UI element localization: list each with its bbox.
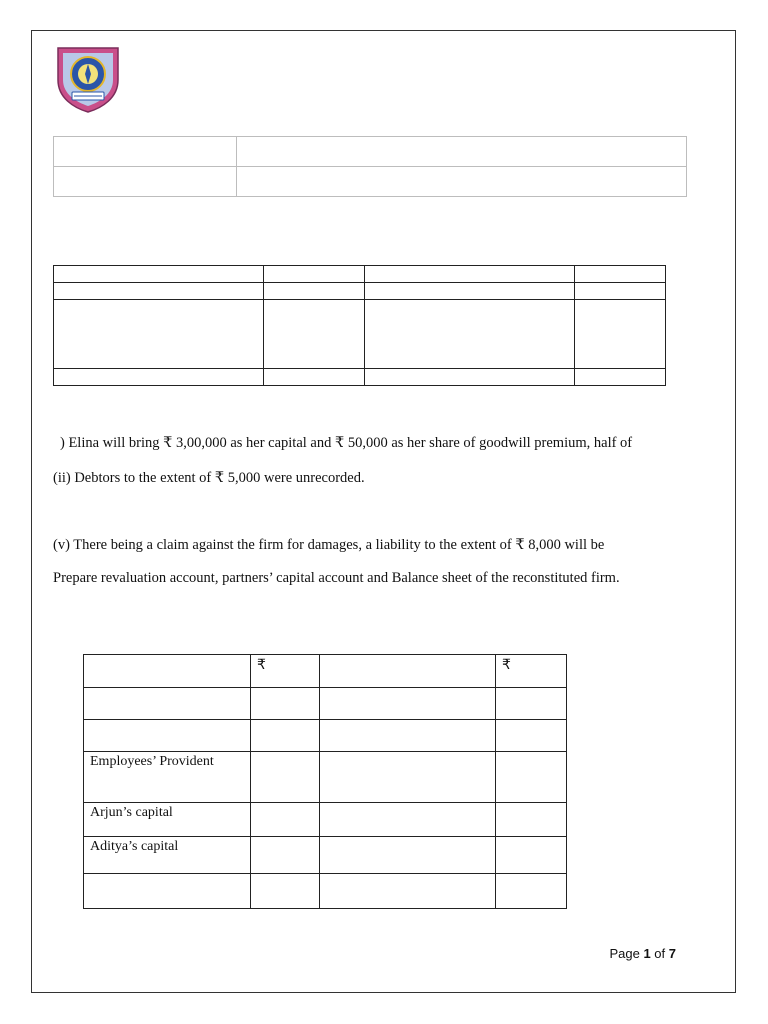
- table-row: [54, 167, 687, 197]
- table-cell: [237, 137, 687, 167]
- question-paragraph: Prepare revaluation account, partners’ capital account and Balance sheet of the reconstituted firm.: [53, 570, 620, 586]
- table-cell: Employees’ Provident: [84, 752, 251, 803]
- table-cell: [496, 720, 567, 752]
- table-cell: [496, 874, 567, 909]
- table-row: [54, 300, 666, 369]
- table-cell: [251, 803, 320, 837]
- table-cell: [320, 720, 496, 752]
- capital-table: [83, 654, 567, 909]
- school-logo: [54, 44, 122, 114]
- table-cell: [320, 803, 496, 837]
- table-cell: [54, 137, 237, 167]
- table-cell: [365, 300, 575, 369]
- table-cell: [320, 688, 496, 720]
- table-row: [54, 137, 687, 167]
- table-cell: [54, 300, 264, 369]
- table-row: [84, 803, 567, 837]
- question-paragraph: ) Elina will bring ₹ 3,00,000 as her capital and ₹ 50,000 as her share of goodwill premium, half of: [60, 435, 633, 451]
- table-cell: Arjun’s capital: [84, 803, 251, 837]
- table-row: [54, 266, 666, 283]
- table-cell: [84, 874, 251, 909]
- rupee-symbol: ₹: [502, 658, 511, 673]
- page-number: Page 1 of 7: [609, 946, 676, 961]
- table-cell: [54, 167, 237, 197]
- table-cell: [237, 167, 687, 197]
- table-row: [84, 688, 567, 720]
- table-row: [84, 720, 567, 752]
- table-cell: [365, 283, 575, 300]
- balance-sheet-table: [53, 265, 666, 386]
- table-cell: [575, 300, 666, 369]
- table-cell: [251, 720, 320, 752]
- table-cell: [365, 266, 575, 283]
- table-header-cell: [251, 655, 320, 688]
- table-cell: [320, 752, 496, 803]
- table-cell: [54, 283, 264, 300]
- table-cell: [496, 688, 567, 720]
- table-row: [54, 283, 666, 300]
- table-cell: [264, 266, 365, 283]
- table-header-cell: [496, 655, 567, 688]
- table-cell: [496, 837, 567, 874]
- table-cell: [575, 283, 666, 300]
- table-cell: [251, 837, 320, 874]
- table-cell: [264, 300, 365, 369]
- table-cell: Aditya’s capital: [84, 837, 251, 874]
- table-cell: [264, 369, 365, 386]
- rupee-symbol: ₹: [257, 658, 266, 673]
- table-cell: [365, 369, 575, 386]
- table-row: [84, 837, 567, 874]
- table-row: [84, 752, 567, 803]
- table-cell: [575, 266, 666, 283]
- header-info-table: [53, 136, 687, 197]
- table-cell: [251, 752, 320, 803]
- table-cell: [84, 688, 251, 720]
- question-paragraph: (ii) Debtors to the extent of ₹ 5,000 were unrecorded.: [53, 470, 365, 486]
- table-cell: [575, 369, 666, 386]
- table-row: [54, 369, 666, 386]
- question-paragraph: (v) There being a claim against the firm for damages, a liability to the extent of ₹ 8,000 will be: [53, 537, 605, 553]
- table-cell: [320, 874, 496, 909]
- table-header-row: [84, 655, 567, 688]
- table-cell: [251, 874, 320, 909]
- table-header-cell: [84, 655, 251, 688]
- table-cell: [496, 803, 567, 837]
- table-cell: [251, 688, 320, 720]
- table-cell: [320, 837, 496, 874]
- table-cell: [84, 720, 251, 752]
- table-cell: [496, 752, 567, 803]
- table-header-cell: [320, 655, 496, 688]
- table-cell: [264, 283, 365, 300]
- table-cell: [54, 369, 264, 386]
- table-row: [84, 874, 567, 909]
- table-cell: [54, 266, 264, 283]
